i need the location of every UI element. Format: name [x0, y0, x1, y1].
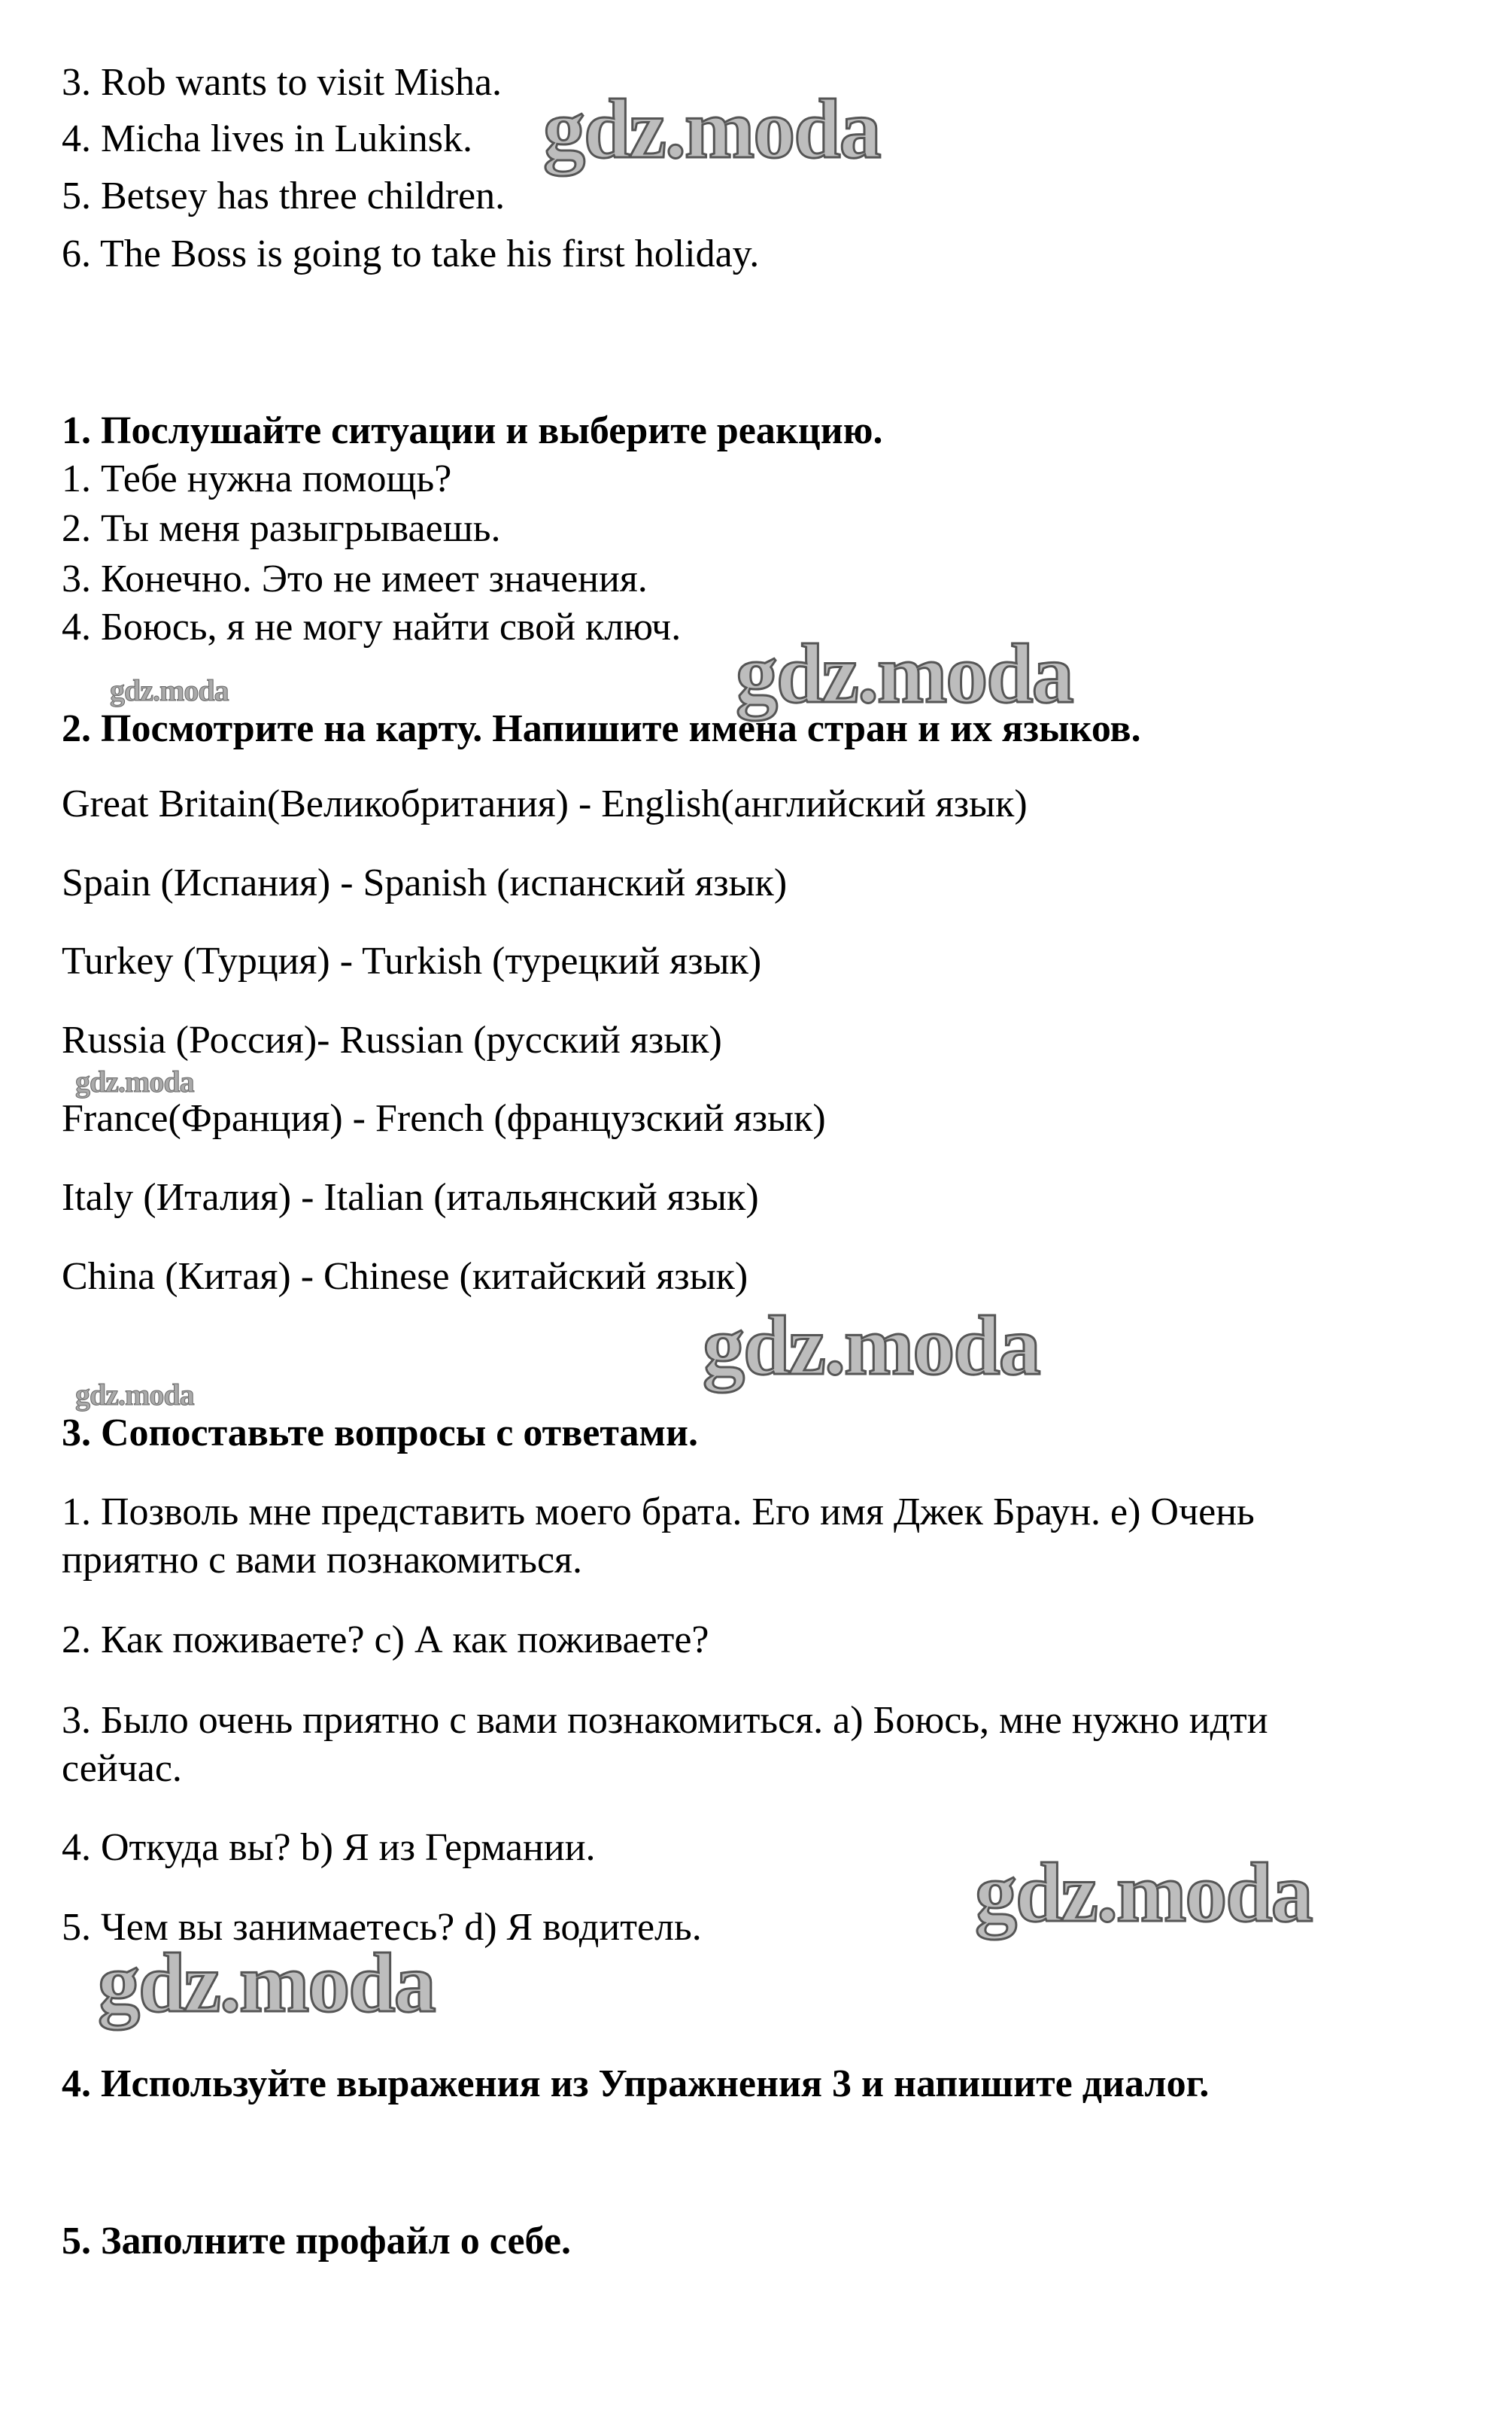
intro-line: 4. Micha lives in Lukinsk. — [62, 117, 472, 160]
exercise-3-item-cont: сейчас. — [62, 1747, 182, 1790]
exercise-3-item: 2. Как поживаете? c) А как поживаете? — [62, 1618, 709, 1661]
exercise-3-item: 4. Откуда вы? b) Я из Германии. — [62, 1826, 596, 1869]
exercise-5-heading: 5. Заполните профайл о себе. — [62, 2220, 571, 2263]
watermark-logo: gdz.moda — [975, 1846, 1312, 1940]
exercise-3-heading: 3. Сопоставьте вопросы с ответами. — [62, 1412, 698, 1454]
exercise-2-item: Spain (Испания) - Spanish (испанский язык) — [62, 862, 788, 904]
watermark-logo: gdz.moda — [703, 1299, 1040, 1393]
exercise-2-item: Turkey (Турция) - Turkish (турецкий язык) — [62, 940, 762, 983]
exercise-3-item: 3. Было очень приятно с вами познакомиться. a) Боюсь, мне нужно идти — [62, 1699, 1268, 1742]
exercise-2-item: France(Франция) - French (французский язык) — [62, 1097, 826, 1140]
exercise-1-item: 1. Тебе нужна помощь? — [62, 457, 452, 500]
exercise-1-item: 4. Боюсь, я не могу найти свой ключ. — [62, 606, 682, 649]
exercise-2-heading: 2. Посмотрите на карту. Напишите имена стран и их языков. — [62, 707, 1141, 750]
watermark-logo: gdz.moda — [98, 1937, 435, 2030]
watermark-logo: gdz.moda — [543, 83, 880, 176]
exercise-3-item: 5. Чем вы занимаетесь? d) Я водитель. — [62, 1906, 702, 1949]
exercise-2-item: Russia (Россия)- Russian (русский язык) — [62, 1019, 722, 1062]
watermark-logo-small: gdz.moda — [75, 1065, 194, 1099]
exercise-2-item: Great Britain(Великобритания) - English(английский язык) — [62, 783, 1028, 825]
exercise-1-item: 2. Ты меня разыгрываешь. — [62, 507, 501, 550]
watermark-logo: gdz.moda — [736, 628, 1073, 721]
exercise-3-item-cont: приятно с вами познакомиться. — [62, 1539, 582, 1582]
exercise-1-item: 3. Конечно. Это не имеет значения. — [62, 558, 648, 600]
exercise-2-item: Italy (Италия) - Italian (итальянский язык) — [62, 1176, 759, 1219]
watermark-logo-small: gdz.moda — [75, 1378, 194, 1412]
exercise-3-item: 1. Позволь мне представить моего брата. Его имя Джек Браун. e) Очень — [62, 1491, 1255, 1533]
intro-line: 3. Rob wants to visit Misha. — [62, 61, 502, 104]
exercise-1-heading: 1. Послушайте ситуации и выберите реакцию. — [62, 409, 883, 452]
watermark-logo-small: gdz.moda — [110, 673, 229, 707]
intro-line: 6. The Boss is going to take his first holiday. — [62, 232, 760, 275]
exercise-4-heading: 4. Используйте выражения из Упражнения 3 и напишите диалог. — [62, 2062, 1210, 2105]
intro-line: 5. Betsey has three children. — [62, 175, 506, 217]
exercise-2-item: China (Китая) - Chinese (китайский язык) — [62, 1255, 748, 1298]
